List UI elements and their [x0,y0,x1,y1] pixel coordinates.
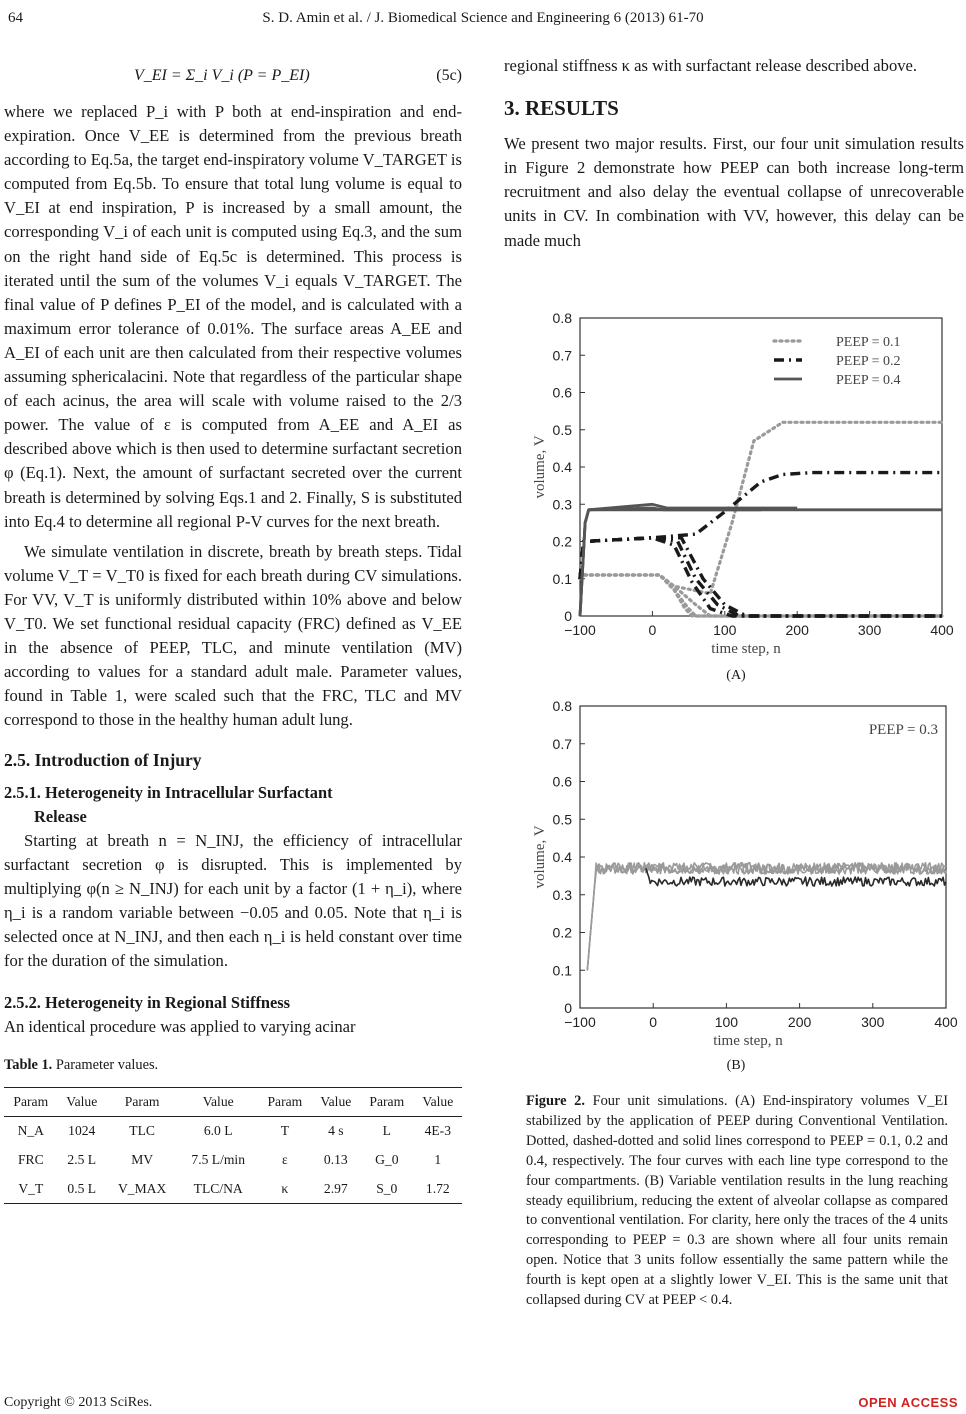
section-heading-injury: 2.5. Introduction of Injury [4,750,202,771]
y-tick-label: 0 [564,608,572,624]
x-tick-label: 300 [861,1014,885,1030]
x-tick-label: 200 [785,622,809,638]
running-title: S. D. Amin et al. / J. Biomedical Science and Engineering 6 (2013) 61-70 [262,10,704,26]
table-cell: MV [131,1152,154,1168]
table-caption-text: Parameter values. [52,1057,159,1074]
table-cell: 6.0 L [203,1123,233,1139]
legend-entry: PEEP = 0.4 [836,373,901,388]
x-tick-label: 100 [714,1014,739,1030]
y-tick-label: 0.6 [552,384,572,401]
table-cell: 4E-3 [424,1123,451,1139]
table-header-cell: Value [320,1094,352,1110]
y-tick-label: 0.7 [552,347,572,364]
legend-entry: PEEP = 0.2 [836,354,901,369]
results-heading: 3. RESULTS [504,96,619,121]
subsection-line-1: 2.5.1. Heterogeneity in Intracellular Surfactant [4,782,333,802]
chart-a [510,296,962,660]
table-row [4,1175,462,1204]
figure-2b [510,692,962,1052]
table-cell: 7.5 L/min [191,1152,246,1168]
table-cell: 1024 [68,1123,96,1139]
table-cell: L [382,1123,391,1139]
legend-entry: PEEP = 0.1 [836,335,901,350]
table-caption-label: Table 1. [4,1057,53,1074]
plot-frame [580,706,946,1008]
y-tick-label: 0.8 [552,310,572,326]
table-cell: T [280,1123,289,1139]
y-tick-label: 0.6 [552,773,572,790]
figure-b-label: (B) [726,1058,746,1073]
y-tick-label: 0.2 [552,924,572,941]
x-tick-label: 400 [934,1014,958,1030]
table-header-cell: Value [202,1094,234,1110]
x-tick-label: 0 [648,622,657,638]
table-header-cell: Param [124,1094,160,1110]
y-tick-label: 0.4 [552,849,572,865]
y-tick-label: 0.3 [552,496,572,513]
y-tick-label: 0.1 [552,962,572,979]
y-tick-label: 0 [564,1000,572,1016]
y-tick-label: 0.4 [552,459,572,475]
page-header [0,10,966,34]
y-tick-label: 0.5 [552,421,572,438]
subsection-heading-surfactant [4,781,462,829]
equation-text: V_EI = Σ_i V_i (P = P_EI) [134,67,310,84]
y-tick-label: 0.7 [552,735,572,752]
table-cell: 1.72 [425,1180,450,1196]
figure-a-label: (A) [726,668,746,683]
equation-5c [4,54,462,100]
x-tick-label: 200 [787,1014,812,1030]
x-axis-label: time step, n [713,1033,783,1049]
table-header-cell: Value [422,1094,454,1110]
y-axis-label: volume, V [532,435,548,499]
y-axis-label: volume, V [532,825,548,889]
x-tick-label: −100 [564,1014,596,1030]
table-cell: 4 s [328,1123,344,1139]
x-tick-label: 100 [713,622,737,638]
y-tick-label: 0.8 [552,698,572,714]
paragraph-surfactant: Starting at breath n = N_INJ, the efficiency of intracellular surfactant secretion φ is disrupted. This is implemented by multiplying φ(n ≥ N_INJ) for each unit by a factor (1 + η_i), where η_i is a random variable between −0.05 and 0.05. Note that η_i is selected once at N_INJ, and then each η_i is held constant over time for the duration of the simulation. [4,830,462,970]
table-cell: κ [281,1180,289,1196]
figure-caption [526,1092,948,1311]
chart-annotation: PEEP = 0.3 [868,722,938,738]
table-cell: G_0 [375,1152,399,1168]
table-header-row [4,1088,462,1117]
table-row [4,1117,462,1146]
x-axis-label: time step, n [711,641,781,657]
paragraph-stiffness: An identical procedure was applied to varying acinar [4,1017,356,1037]
table-cell: TLC/NA [193,1180,243,1196]
figure-2a [510,296,962,660]
x-tick-label: 300 [857,622,882,638]
table-header-cell: Value [66,1094,98,1110]
table-cell: V_T [18,1180,44,1196]
table-header-cell: Param [267,1094,303,1110]
page-number: 64 [8,10,23,26]
table-cell: FRC [17,1152,44,1168]
table-cell: 0.13 [323,1152,348,1168]
table-cell: ε [281,1152,288,1168]
paragraph-stiffness-cont: regional stiffness κ as with surfactant release described above. [504,56,918,75]
table-cell: TLC [129,1123,155,1139]
table-cell: 2.97 [323,1180,348,1196]
subsection-heading-stiffness: 2.5.2. Heterogeneity in Regional Stiffness [4,993,291,1013]
x-tick-label: −100 [564,622,596,638]
paragraph-results: We present two major results. First, our four unit simulation results in Figure 2 demonstrate how PEEP can both increase long-term recruitment and also delay the eventual collapse of unrecoverable units in CV. In combination with VV, however, this delay can be made much [504,134,964,250]
left-column [4,54,462,1204]
right-column [504,54,964,253]
table-cell: N_A [17,1123,44,1139]
y-tick-label: 0.1 [552,570,572,587]
table-cell: V_MAX [117,1180,167,1196]
table-caption [4,1053,462,1077]
open-access-badge: OPEN ACCESS [858,1395,958,1410]
table-cell: 2.5 L [67,1152,97,1168]
table-header-cell: Param [369,1094,405,1110]
table-cell: 0.5 L [67,1180,97,1196]
table-cell: 1 [434,1152,442,1168]
subsection-line-2: Release [34,806,87,826]
y-tick-label: 0.2 [552,533,572,550]
table-row [4,1146,462,1175]
x-tick-label: 400 [930,622,954,638]
paragraph-method: where we replaced P_i with P both at end-inspiration and end-expiration. Once V_EE is determined from the previous breath according to Eq.5a, the target end-inspiratory volume V_TARGET is computed from Eq.5b. To ensure that total lung volume is equal to V_EI at end inspiration, P is increased by a small amount, the corresponding V_i of each unit is computed using Eq.3, and the sum on the right hand side of Eq.5c is determined. This process is iterated until the sum of the volumes V_i equals V_TARGET. The final value of P defines P_EI of the model, and is calculated with a maximum error tolerance of 0.01%. The surface areas A_EE and A_EI of each unit are then calculated from their respective volumes assuming sphericalacini. Note that regardless of the particular shape of each acinus, the area will scale with volume raised to the 2/3 power. The value of ε is computed from A_EE and A_EI as described above which is then used to determine surfactant secretion φ (Eq.1). Next, the amount of surfactant secreted over the current breath is determined by solving Eqs.1 and 2. Finally, S is substituted into Eq.4 to determine all regional P-V curves for the next breath. [4,102,462,531]
parameter-table [4,1087,462,1204]
table-header-cell: Param [13,1094,49,1110]
paragraph-ventilation: We simulate ventilation in discrete, breath by breath steps. Tidal volume V_T = V_T0 is fixed for each breath during CV simulations. For VV, V_T is uniformly distributed within 10% above and below V_T0. We set functional residual capacity (FRC) defined as V_EE in the absence of PEEP, TLC, and minute ventilation (MV) according to values for a standard adult male. Parameter values, found in Table 1, were scaled such that the FRC, TLC and MV correspond to those in the healthy human adult lung. [4,541,462,730]
equation-number: (5c) [436,67,462,84]
y-tick-label: 0.5 [552,811,572,828]
chart-b [510,692,962,1052]
x-tick-label: 0 [649,1014,658,1030]
copyright-notice: Copyright © 2013 SciRes. [4,1395,153,1410]
y-tick-label: 0.3 [552,886,572,903]
figure-caption-text: Four unit simulations. (A) End-inspiratory volumes V_EI stabilized by the application of PEEP during Conventional Ventilation. Dotted, dashed-dotted and solid lines correspond to PEEP = 0.1, 0.2 and 0.4, respectively. The four curves with each line type correspond to the four compartments. (B) Variable ventilation results in the lung reaching steady equilibrium, reducing the extent of alveolar collapse as compared to conventional ventilation. For clarity, here only the traces of the 4 units corresponding to PEEP = 0.3 are shown where all four units remain open. Notice that 3 units follow essentially the same pattern while the fourth is kept open at a slightly lower V_EI. This is the same unit that collapsed during CV at PEEP < 0.4. [526,1093,948,1309]
figure-caption-label: Figure 2. [526,1093,585,1109]
table-cell: S_0 [376,1180,398,1196]
